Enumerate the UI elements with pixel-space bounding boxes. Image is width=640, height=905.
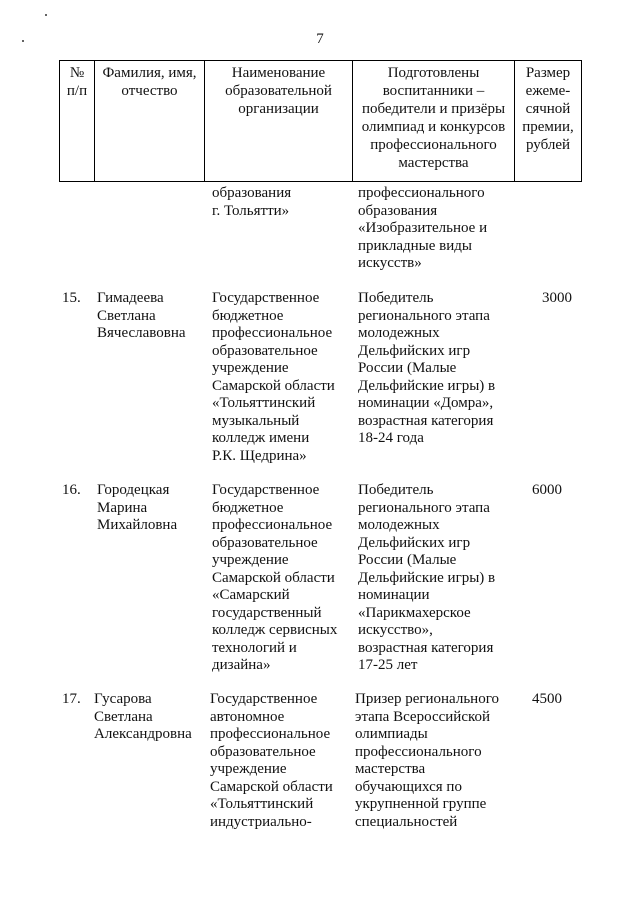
row-bonus: 3000 bbox=[542, 290, 572, 306]
row-achievement: Победитель регионального этапа молодежных Дельфийских игр России (Малые Дельфийские игры) в номинации «Парикмахерское искусство», возрастная категория 17-25 лет bbox=[358, 482, 496, 673]
row-organization: Государственное автономное профессиональное образовательное учреждение Самарской области «Тольяттинский индустриально- bbox=[210, 691, 333, 830]
row-number: 17. bbox=[62, 691, 81, 707]
row-name: Гусарова Светлана Александровна bbox=[94, 691, 192, 742]
header-name: Фамилия, имя, отчество bbox=[95, 61, 205, 182]
header-prepared: Подготовлены воспитанники – победители и призёры олимпиад и конкурсов профессионального мастерства bbox=[353, 61, 515, 182]
header-num: № п/п bbox=[60, 61, 95, 182]
continuation-prepared: профессионального образования «Изобразительное и прикладные виды искусств» bbox=[358, 185, 488, 271]
row-name: Гимадеева Светлана Вячеславовна bbox=[97, 290, 186, 341]
row-organization: Государственное бюджетное профессиональное образовательное учреждение Самарской области «Тольяттинский музыкальный колледж имени Р.К. Щедрина» bbox=[212, 290, 335, 464]
row-name: Городецкая Марина Михайловна bbox=[97, 482, 178, 533]
row-achievement: Призер регионального этапа Всероссийской олимпиады профессионального мастерства обучающихся по укрупненной группе специальностей bbox=[355, 691, 499, 830]
row-bonus: 6000 bbox=[532, 482, 562, 498]
header-bonus: Размер ежеме- сячной премии, рублей bbox=[515, 61, 582, 182]
page-number: 7 bbox=[316, 31, 324, 47]
continuation-org: образования г. Тольятти» bbox=[212, 185, 292, 219]
scan-speck bbox=[45, 14, 47, 16]
row-organization: Государственное бюджетное профессиональное образовательное учреждение Самарской области «Самарский государственный колледж сервисных технологий и дизайна» bbox=[212, 482, 338, 673]
row-number: 16. bbox=[62, 482, 81, 498]
header-org: Наименование образовательной организации bbox=[205, 61, 353, 182]
row-number: 15. bbox=[62, 290, 81, 306]
row-achievement: Победитель регионального этапа молодежных Дельфийских игр России (Малые Дельфийские игры) в номинации «Домра», возрастная категория 18-24 года bbox=[358, 290, 496, 446]
row-bonus: 4500 bbox=[532, 691, 562, 707]
table-header bbox=[59, 60, 582, 182]
